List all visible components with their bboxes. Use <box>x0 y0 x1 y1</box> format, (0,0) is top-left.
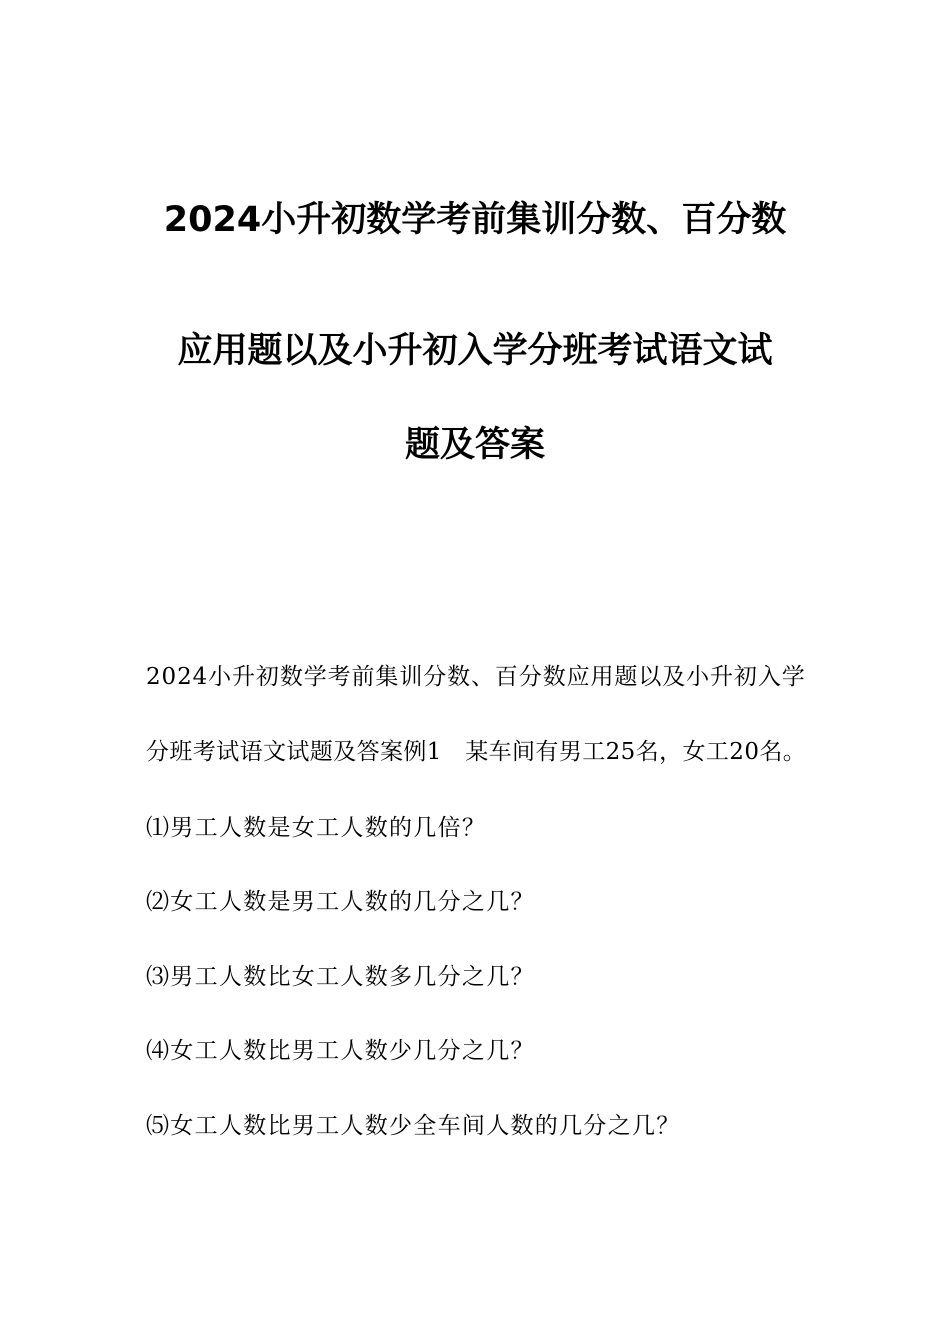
title-line-2: 应用题以及小升初入学分班考试语文试 <box>177 331 773 371</box>
question-1: ⑴男工人数是女工人数的几倍？ <box>146 815 487 841</box>
question-5: ⑸女工人数比男工人数少全车间人数的几分之几？ <box>146 1113 681 1139</box>
question-2: ⑵女工人数是男工人数的几分之几？ <box>146 889 535 915</box>
title-line-3: 题及答案 <box>404 425 545 465</box>
body-line-intro-1: 2024小升初数学考前集训分数、百分数应用题以及小升初入学 <box>146 664 806 690</box>
question-4: ⑷女工人数比男工人数少几分之几？ <box>146 1038 535 1064</box>
body-line-intro-2: 分班考试语文试题及答案例1 某车间有男工25名，女工20名。 <box>146 739 807 765</box>
title-line-1: 2024小升初数学考前集训分数、百分数 <box>163 200 787 240</box>
question-3: ⑶男工人数比女工人数多几分之几？ <box>146 964 535 990</box>
